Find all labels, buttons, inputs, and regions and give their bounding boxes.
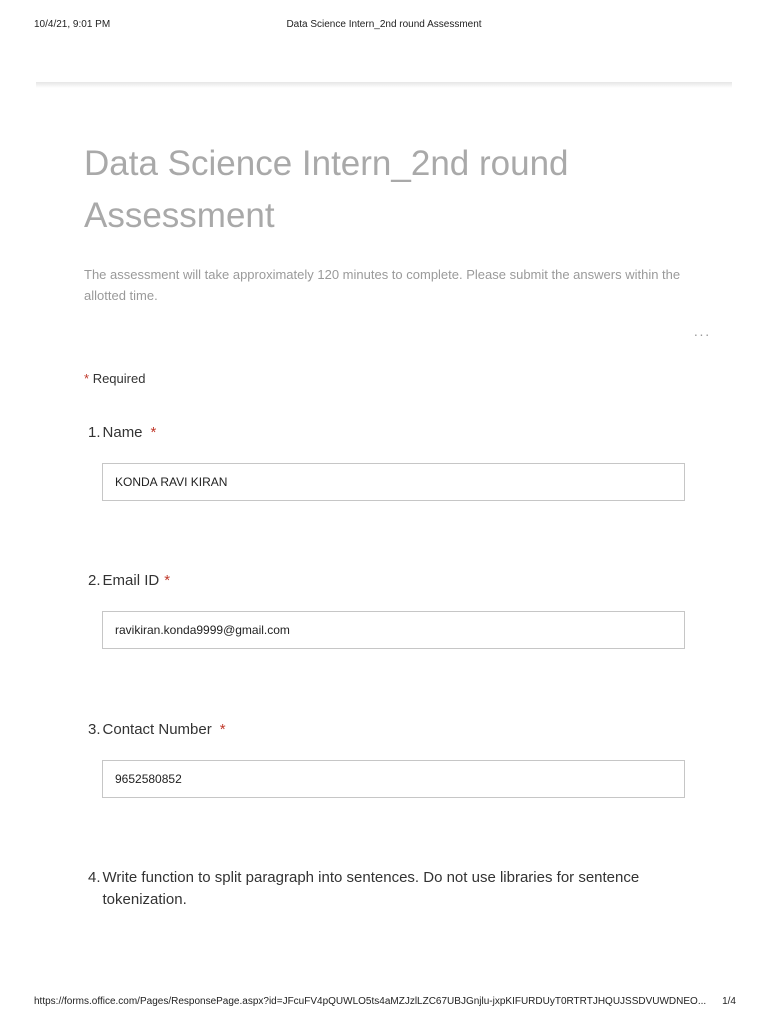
question-contact bbox=[88, 719, 688, 786]
question-text: Email ID bbox=[102, 572, 160, 589]
question-number: 3. bbox=[88, 721, 101, 738]
question-label bbox=[88, 570, 688, 592]
form-description: The assessment will take approximately 120 minutes to complete. Please submit the answers within the allotted time. bbox=[84, 267, 681, 303]
contact-number-field[interactable]: 9652580852 bbox=[102, 760, 685, 798]
question-text: Contact Number bbox=[102, 721, 212, 738]
more-options-icon[interactable]: ··· bbox=[693, 326, 711, 342]
print-document-title: Data Science Intern_2nd round Assessment bbox=[286, 19, 482, 30]
required-label: Required bbox=[92, 371, 146, 386]
question-text: Write function to split paragraph into sentences. Do not use libraries for sentence tokenization. bbox=[102, 869, 640, 908]
email-field[interactable]: ravikiran.konda9999@gmail.com bbox=[102, 611, 685, 649]
print-date: 10/4/21, 9:01 PM bbox=[34, 19, 111, 30]
name-field[interactable]: KONDA RAVI KIRAN bbox=[102, 463, 685, 501]
form-card-top-border bbox=[36, 82, 732, 88]
required-asterisk: * bbox=[164, 572, 171, 589]
question-label bbox=[88, 422, 688, 444]
print-header bbox=[0, 0, 768, 40]
required-asterisk: * bbox=[219, 721, 226, 738]
question-split-paragraph bbox=[88, 867, 688, 911]
question-number: 1. bbox=[88, 424, 101, 441]
required-asterisk: * bbox=[84, 371, 90, 386]
print-footer bbox=[0, 984, 768, 1024]
question-label bbox=[88, 719, 688, 741]
question-text: Name bbox=[102, 424, 143, 441]
question-email bbox=[88, 570, 688, 637]
page-number: 1/4 bbox=[722, 996, 736, 1007]
question-name bbox=[88, 422, 688, 489]
page-url: https://forms.office.com/Pages/ResponsePage.aspx?id=JFcuFV4pQUWLO5ts4aMZJzlLZC67UBJGnjlu-jxpKIFURDUyT0RTRTJHQUJSSDVUWDNEO... bbox=[34, 996, 707, 1007]
required-asterisk: * bbox=[150, 424, 157, 441]
question-label bbox=[88, 867, 688, 911]
question-number: 2. bbox=[88, 572, 101, 589]
question-number: 4. bbox=[88, 869, 101, 886]
required-note bbox=[84, 371, 145, 386]
form-title: Data Science Intern_2nd round Assessment bbox=[84, 144, 569, 235]
